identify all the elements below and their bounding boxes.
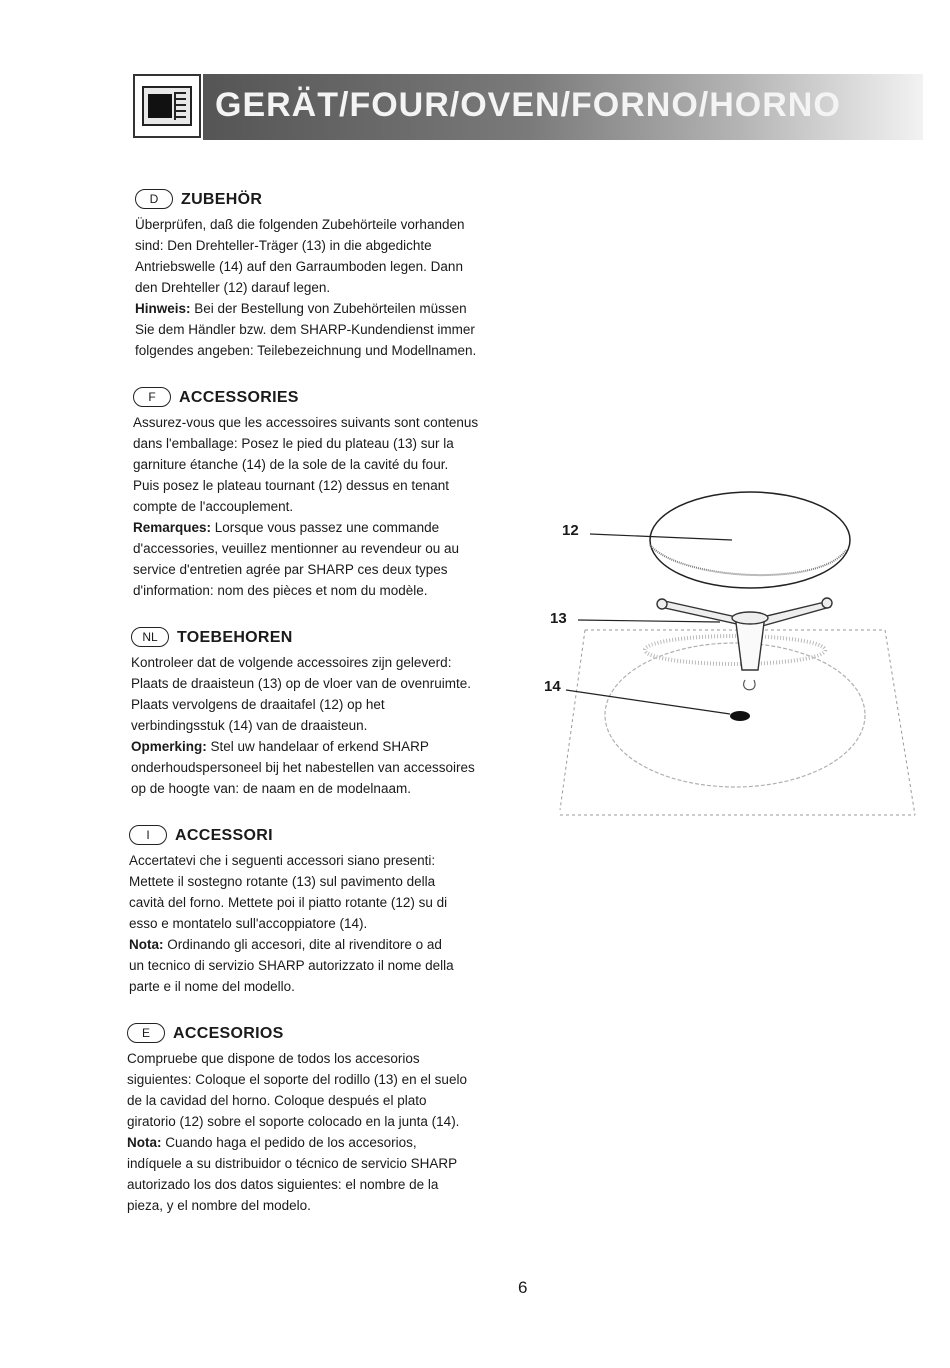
note-text: Ordinando gli accesori, dite al rivenditore o ad un tecnico di servizio SHARP autorizzato il nome della parte e il nome del modello.	[129, 937, 454, 994]
callout-14: 14	[544, 678, 561, 695]
note-text: Stel uw handelaar of erkend SHARP onderhoudspersoneel bij het nabestellen van accessoires op de hoogte van: de naam en de modelnaam.	[131, 739, 475, 796]
section-text: Accertatevi che i seguenti accessori siano presenti: Mettete il sostegno rotante (13) sul pavimento della cavità del forno. Mettete poi il piatto rotante (12) su di esso e montatelo sull'accoppiatore (14).	[129, 853, 448, 931]
note-label: Nota:	[129, 937, 164, 952]
section-it	[129, 822, 529, 997]
language-badge: NL	[131, 627, 169, 647]
note-label: Opmerking:	[131, 739, 207, 754]
note-label: Remarques:	[133, 520, 212, 535]
language-badge: E	[127, 1023, 165, 1043]
section-title: ACCESSORIES	[179, 388, 299, 406]
note-label: Nota:	[127, 1135, 162, 1150]
callout-13: 13	[550, 610, 567, 627]
language-badge: D	[135, 189, 173, 209]
note-text: Cuando haga el pedido de los accesorios, indíquele a su distribuidor o técnico de servicio SHARP autorizado los dos datos siguientes: el nombre de la pieza, y el nombre del modelo.	[127, 1135, 458, 1213]
section-title: TOEBEHOREN	[177, 628, 293, 646]
section-text: Überprüfen, daß die folgenden Zubehörteile vorhanden sind: Den Drehteller-Träger (13) in die abgedichte Antriebswelle (14) auf den Garraumboden legen. Dann den Drehteller (12) darauf legen.	[135, 217, 465, 295]
section-fr	[133, 384, 533, 601]
section-text: Compruebe que dispone de todos los accesorios siguientes: Coloque el soporte del rodillo (13) en el suelo de la cavidad del horno. Coloque después el plato giratorio (12) sobre el soporte colocado en la junta (14).	[127, 1051, 467, 1129]
turntable-diagram	[540, 470, 940, 830]
note-label: Hinweis:	[135, 301, 191, 316]
section-title: ZUBEHÖR	[181, 190, 263, 208]
section-title: ACCESORIOS	[173, 1024, 284, 1042]
page-header	[133, 74, 923, 140]
page-number: 6	[518, 1278, 528, 1297]
note-text: Bei der Bestellung von Zubehörteilen müssen Sie dem Händler bzw. dem SHARP-Kundendienst immer folgendes angeben: Teilebezeichnung und Modellnamen.	[135, 301, 477, 358]
section-es	[127, 1020, 527, 1216]
section-text: Assurez-vous que les accessoires suivants sont contenus dans l'emballage: Posez le pied du plateau (13) sur la garniture étanche (14) de la sole de la cavité du four. Puis posez le plateau tournant (12) dessus en tenant compte de l'accouplement.	[133, 415, 479, 514]
microwave-oven-icon	[133, 74, 201, 138]
section-nl	[131, 624, 541, 799]
language-badge: I	[129, 825, 167, 845]
section-title: ACCESSORI	[175, 826, 273, 844]
section-text: Kontroleer dat de volgende accessoires zijn geleverd: Plaats de draaisteun (13) op de vloer van de ovenruimte. Plaats vervolgens de draaitafel (12) op het verbindingsstuk (14) van de draaisteun.	[131, 655, 471, 733]
note-text: Lorsque vous passez une commande d'accessories, veuillez mentionner au revendeur ou au service d'entretien agrée par SHARP ces deux types d'information: nom des pièces et nom du modèle.	[133, 520, 460, 598]
turntable-illustration	[540, 470, 940, 830]
header-banner	[203, 74, 923, 140]
callout-12: 12	[562, 522, 579, 539]
section-de	[135, 186, 535, 361]
language-badge: F	[133, 387, 171, 407]
header-title: GERÄT/FOUR/OVEN/FORNO/HORNO	[215, 86, 841, 124]
